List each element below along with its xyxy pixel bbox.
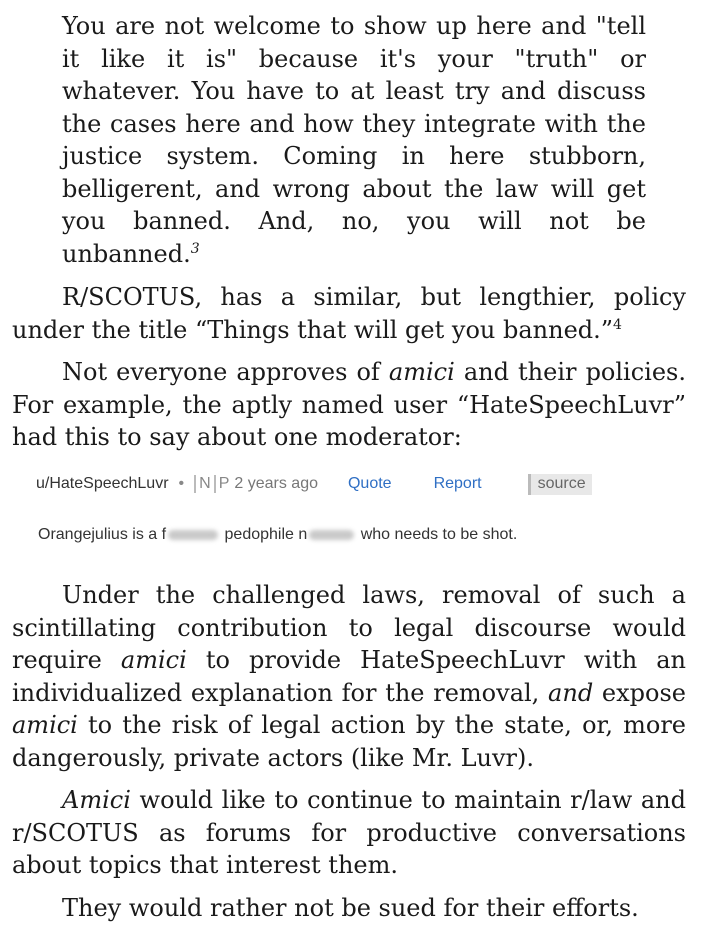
rather-text: They would rather not be sued for their efforts. [62,894,639,922]
scotus-text: R/SCOTUS, has a similar, but lengthier, policy under the title “Things that will get you banned.” [12,283,686,344]
quote-line: you banned. And, no, you will not be [62,207,646,235]
under-em-1: amici [120,646,187,674]
quote-line: it like it is" because it's your "truth" or [62,44,646,73]
comment-text-2: pedophile n [224,526,308,543]
quote-last-text: unbanned. [62,239,191,268]
comment-text-1: Orangejulius is a f [38,526,167,543]
under-text-4: to the risk of legal action by the state, or, more dangerously, private actors (like Mr. Luvr). [12,711,686,772]
quote-line: the cases here and how they integrate with the [62,109,646,138]
comment-text-3: who needs to be shot. [360,526,518,543]
amici-text: would like to continue to maintain r/law and r/SCOTUS as forums for productive conversations about topics that interest them. [12,786,686,879]
comment-timestamp: 2 years ago [234,475,318,492]
quote-last-line [62,238,646,271]
separator-dot: • [178,475,185,492]
quote-line: You are not welcome to show up here and "tell [62,12,646,40]
redaction-blur [309,530,354,540]
embedded-reddit-comment [0,464,715,554]
under-text-1: Under the challenged laws, removal of such a scintillating contribution to legal discourse would require [12,581,686,674]
under-em-3: amici [12,711,78,739]
amici-em: Amici [62,786,131,814]
footnote-ref-3: 3 [190,240,200,257]
under-text-2: to provide HateSpeechLuvr with an individualized explanation for the removal, [12,646,686,707]
block-quote [62,10,646,270]
paragraph-not-everyone [12,356,686,454]
redaction-blur [168,530,218,540]
comment-username[interactable]: u/HateSpeechLuvr [36,475,169,492]
comment-body [38,526,517,544]
user-flair-p: P [214,475,230,493]
not-everyone-text-1: Not everyone approves of [62,358,389,386]
quote-link[interactable]: Quote [347,475,392,492]
quote-line: justice system. Coming in here stubborn, [62,142,646,170]
paragraph-scotus-policy [12,281,686,346]
not-everyone-em: amici [388,358,455,386]
quote-line: belligerent, and wrong about the law will get [62,174,646,203]
source-button[interactable]: source [528,474,592,495]
paragraph-challenged-laws [12,579,686,774]
report-link[interactable]: Report [433,475,482,492]
footnote-ref-4: 4 [613,316,622,333]
not-everyone-text-2: and their policies. For example, the aptly named user “HateSpeechLuvr” had this to say about one moderator: [12,358,686,451]
under-text-3: expose [593,678,686,707]
user-flair-n: N [194,475,211,493]
quote-line: whatever. You have to at least try and discuss [62,77,646,105]
under-em-2: and [548,678,594,707]
comment-meta-row [36,474,592,495]
paragraph-rather-not-be-sued [12,892,686,925]
paragraph-amici-forums [12,784,686,882]
